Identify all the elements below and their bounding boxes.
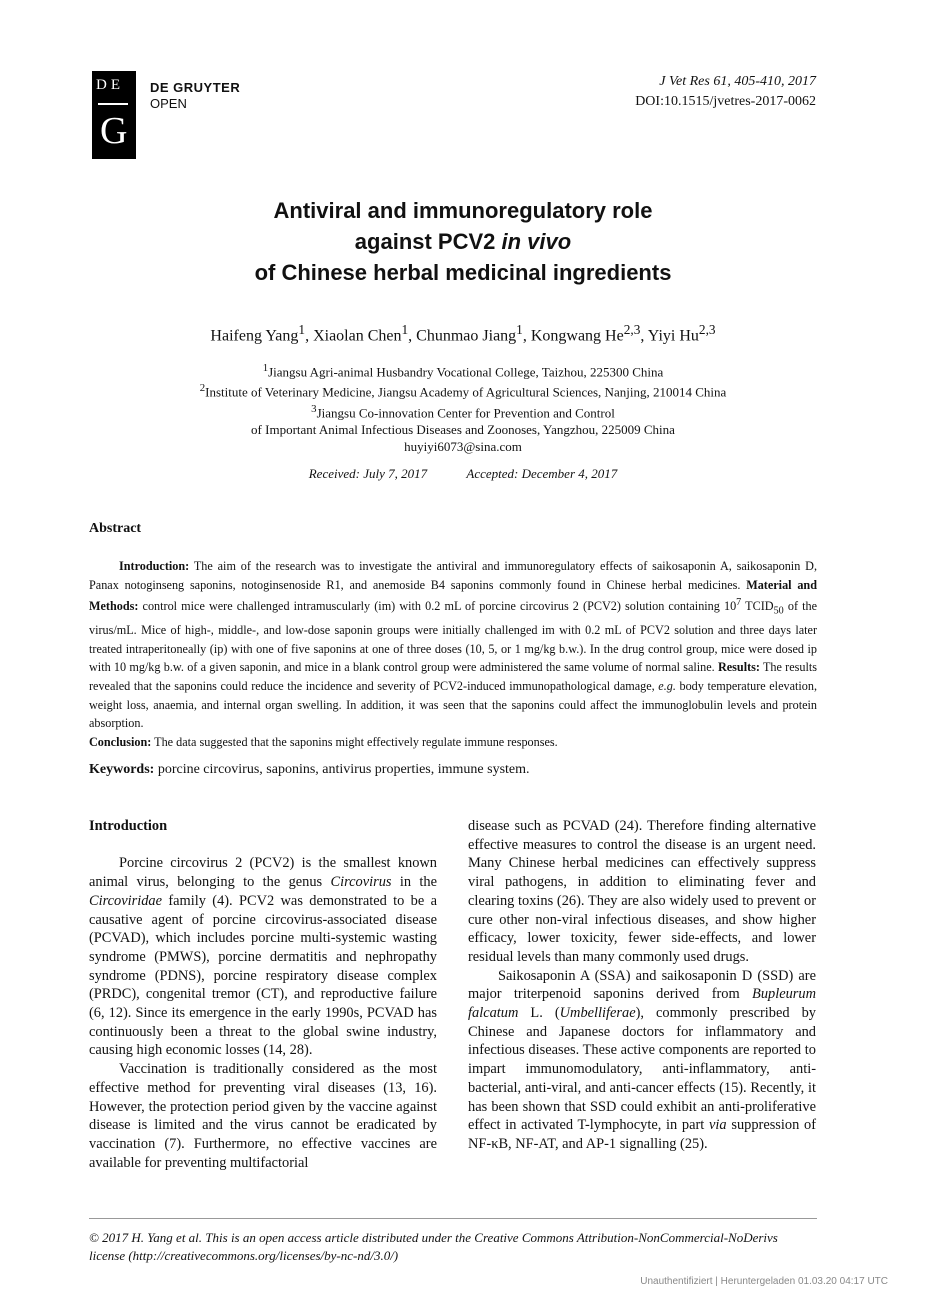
title-line-1: Antiviral and immunoregulatory role — [273, 198, 653, 223]
author-name: Yiyi Hu — [647, 327, 699, 345]
author-separator: , — [640, 327, 648, 345]
title-in-vivo: in vivo — [501, 229, 572, 254]
keywords-label: Keywords: — [89, 762, 155, 777]
received-date: Received: July 7, 2017 — [308, 466, 428, 481]
title-line-2 — [0, 226, 926, 257]
author-separator: , — [408, 327, 417, 345]
author-affiliation-sup: 2,3 — [623, 322, 641, 337]
p4-text-c: ), commonly prescribed by Chinese and Japanese doctors for inflammatory and infectious diseases. These active components are reported to impart immunomodulatory, anti-inflammatory, anti-bacterial, anti-viral, and anti-cancer effects (15). Recently, it has been shown that SSD could exhibit an anti-proliferative effect in activated T-lymphocyte, in part — [468, 1005, 816, 1134]
abstract-methods-sup: 7 — [736, 597, 742, 609]
author-affiliation-sup: 2,3 — [698, 322, 716, 337]
affiliation-2-text: Institute of Veterinary Medicine, Jiangsu Academy of Agricultural Sciences, Nanjing, 210014 China — [205, 384, 727, 400]
logo-de-text: DE — [96, 77, 124, 93]
abstract-methods-sub: 50 — [773, 605, 784, 617]
p4-species: Bupleurum falcatum — [468, 986, 816, 1022]
p1-family: Circoviridae — [89, 892, 163, 909]
affiliation-1 — [0, 360, 926, 380]
contact-email[interactable]: huyiyi6073@sina.com — [404, 438, 522, 454]
article-title — [0, 195, 926, 288]
introduction-heading: Introduction — [89, 818, 168, 834]
body-column-right — [468, 817, 816, 1154]
affiliation-2-sup: 2 — [199, 382, 206, 395]
title-line-3: of Chinese herbal medicinal ingredients — [254, 260, 672, 285]
body-paragraph-2: Vaccination is traditionally considered as the most effective method for preventing viral diseases (13, 16). However, the protection period given by the vaccine against disease is limited and the virus cannot be eradicated by vaccination (7). Furthermore, no effective vaccines are available for preventing multifactorial — [89, 1061, 437, 1171]
abstract-heading: Abstract — [89, 521, 142, 536]
p4-via: via — [709, 1117, 727, 1134]
keywords — [89, 762, 817, 778]
abstract-methods-c: of the virus/mL. Mice of high-, middle-, and low-dose saponin groups were initially challenged im with 0.2 mL of PCV2 solution and three days later treated intraperitoneally (ip) with one of five saponins at one of three doses (10, 5, or 1 mg/kg b.w.). In the drug control group, mice were dosed ip with 10 mg/kg b.w. of a given saponin, and mice in a blank control group were administered the same volume of normal saline. — [89, 599, 817, 675]
affiliation-3-text: Jiangsu Co-innovation Center for Prevention and Control — [316, 404, 615, 420]
abstract-methods-label: Material and Methods: — [89, 577, 817, 614]
abstract-results-a: The results revealed that the saponins could reduce the incidence and severity of PCV2-induced immunopathological damage, — [89, 660, 817, 694]
affiliations — [0, 360, 926, 455]
journal-info — [635, 72, 816, 112]
article-dates — [0, 466, 926, 482]
p4-text-b: L. ( — [518, 1005, 560, 1022]
author-affiliation-sup: 1 — [298, 322, 306, 337]
p4-family: Umbelliferae — [559, 1005, 636, 1022]
abstract-methods-b: TCID — [741, 599, 774, 614]
abstract-results-label: Results: — [717, 660, 760, 675]
abstract-results-b: body temperature elevation, weight loss, anaemia, and internal organ swelling. In addition, it was seen that the saponins could affect the immunoglobulin levels and protein absorption. — [89, 679, 817, 731]
author-separator: , — [305, 327, 314, 345]
author-affiliation-sup: 1 — [516, 322, 523, 337]
body-column-left — [89, 817, 437, 1172]
affiliation-1-sup: 1 — [262, 362, 269, 374]
body-paragraph-4 — [468, 967, 816, 1154]
abstract-methods-a: control mice were challenged intramuscularly (im) with 0.2 mL of porcine circovirus 2 (PCV2) solution containing 10 — [138, 599, 737, 614]
author-name: Haifeng Yang — [210, 327, 299, 345]
p1-genus: Circovirus — [330, 874, 392, 891]
author-list — [0, 322, 926, 345]
keywords-text: porcine circovirus, saponins, antivirus properties, immune system. — [154, 762, 530, 777]
author-separator: , — [522, 327, 531, 345]
affiliation-3 — [0, 401, 926, 421]
journal-doi: DOI:10.1515/jvetres-2017-0062 — [635, 94, 816, 109]
body-paragraph-1 — [89, 854, 437, 1060]
title-line-2-text: against PCV2 — [354, 229, 502, 254]
abstract-conclusion: The data suggested that the saponins might effectively regulate immune responses. — [151, 734, 558, 749]
publisher-logo — [92, 71, 136, 159]
abstract-conclusion-label: Conclusion: — [89, 734, 152, 749]
author-name: Xiaolan Chen — [313, 327, 402, 345]
footer-divider — [89, 1218, 817, 1219]
abstract-results-eg: e.g. — [658, 679, 676, 694]
abstract-intro-label: Introduction: — [119, 559, 190, 573]
logo-g-text: G — [100, 110, 128, 152]
license-footer: © 2017 H. Yang et al. This is an open access article distributed under the Creative Commons Attribution-NonCommercial-NoDerivs license (http://creativecommons.org/licenses/by-nc-nd/3.0/) — [89, 1230, 778, 1263]
p1-text-a: Porcine circovirus 2 (PCV2) is the smallest known animal virus, belonging to the genus — [89, 855, 437, 891]
p4-text-a: Saikosaponin A (SSA) and saikosaponin D (SSD) are major triterpenoid saponins derived from — [468, 967, 816, 1003]
journal-citation: J Vet Res 61, 405-410, 2017 — [659, 74, 816, 89]
affiliation-3-sup: 3 — [311, 402, 317, 415]
abstract-intro: The aim of the research was to investigate the antiviral and immunoregulatory effects of saikosaponin A, saikosaponin D, Panax notoginseng saponins, notoginsenoside R1, and anemoside B4 saponins commonly found in Chinese herbal medicines. — [89, 559, 817, 592]
affiliation-2 — [0, 380, 926, 400]
publisher-imprint: OPEN — [150, 96, 187, 111]
affiliation-1-text: Jiangsu Agri-animal Husbandry Vocational College, Taizhou, 225300 China — [268, 364, 664, 380]
abstract-text — [89, 557, 817, 751]
author-affiliation-sup: 1 — [401, 322, 409, 337]
publisher-title: DE GRUYTER — [150, 80, 241, 95]
publisher-name — [150, 80, 240, 112]
p4-text-d: suppression of NF-κB, NF-AT, and AP-1 signalling (25). — [468, 1117, 817, 1152]
author-name: Kongwang He — [530, 327, 624, 345]
download-stamp: Unauthentifiziert | Heruntergeladen 01.03.20 04:17 UTC — [640, 1276, 888, 1287]
author-name: Chunmao Jiang — [416, 327, 517, 345]
accepted-date: Accepted: December 4, 2017 — [466, 466, 618, 481]
p1-text-b: in the — [391, 874, 437, 891]
body-paragraph-3: disease such as PCVAD (24). Therefore finding alternative effective measures to control the disease is an urgent need. Many Chinese herbal medicines can effectively suppress viral pathogens, in addition to eliminating fever and clearing toxins (26). They are also widely used to prevent or cure other non-viral infectious diseases, and show higher efficacy, lower toxicity, fewer side-effects, and lower residual levels than many commonly used drugs. — [468, 818, 816, 965]
affiliation-3-continued: of Important Animal Infectious Diseases and Zoonoses, Yangzhou, 225009 China — [251, 421, 675, 437]
logo-divider — [98, 103, 128, 105]
p1-text-c: family (4). PCV2 was demonstrated to be a causative agent of porcine circovirus-associated disease (PCVAD), which includes porcine multi-systemic wasting syndrome (PMWS), porcine dermatitis and nephropathy syndrome (PDNS), porcine respiratory disease complex (PRDC), congenital tremor (CT), and reproductive failure (6, 12). Since its emergence in the early 1990s, PCVAD has continuously been a threat to the global swine industry, causing high economic losses (14, 28). — [89, 892, 437, 1059]
